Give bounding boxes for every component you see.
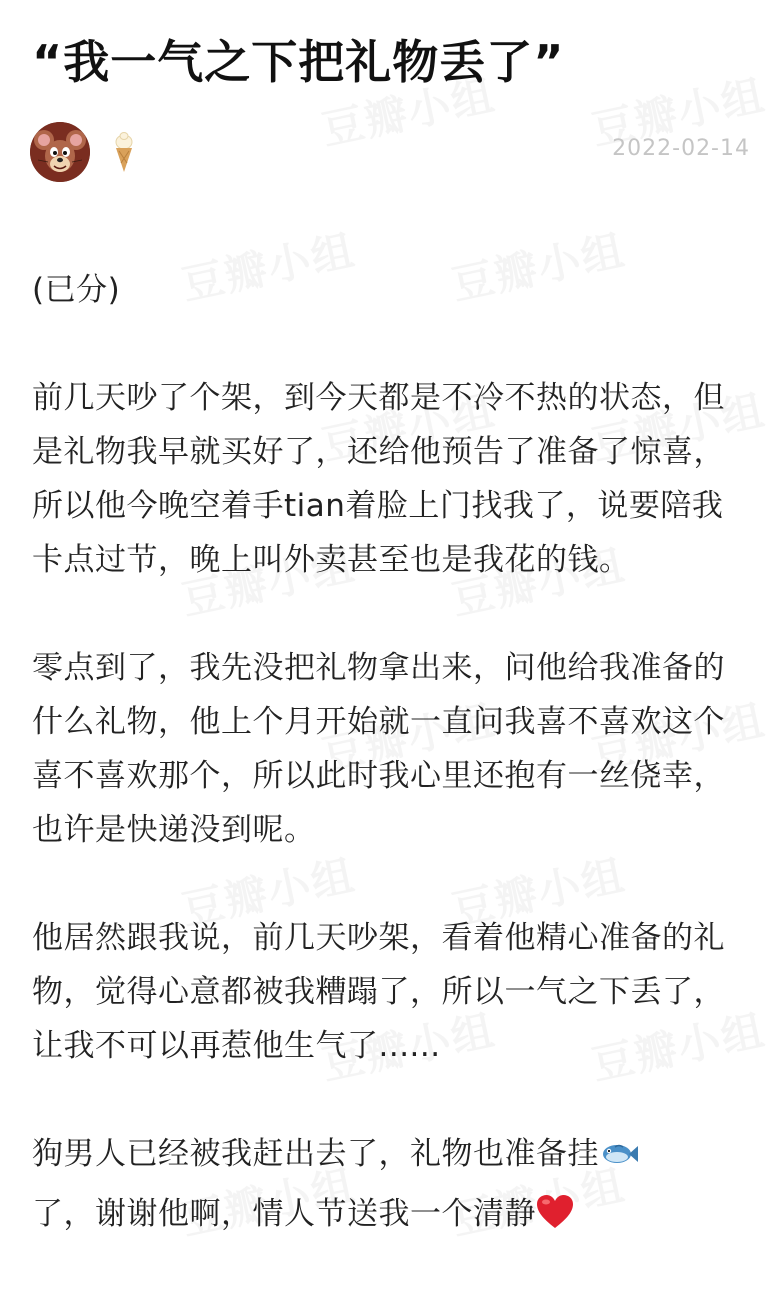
post-paragraph: 零点到了，我先没把礼物拿出来，问他给我准备的什么礼物，他上个月开始就一直问我喜不喜欢这个喜不喜欢那个，所以此时我心里还抱有一丝侥幸，也许是快递没到呢。 [32,650,725,848]
post-title: “我一气之下把礼物丢了” [32,35,565,89]
post-paragraph-text: 了，谢谢他啊，情人节送我一个清静 [32,1196,536,1232]
post-body [32,263,752,1247]
fish-icon [599,1133,639,1187]
ice-cream-icon [112,132,136,174]
post-paragraph: (已分) [32,272,121,308]
post-paragraph: 前几天吵了个架，到今天都是不冷不热的状态，但是礼物我早就买好了，还给他预告了准备了惊喜，所以他今晚空着手tian着脸上门找我了，说要陪我卡点过节，晚上叫外卖甚至也是我花的钱。 [32,380,725,578]
post-paragraph: 他居然跟我说，前几天吵架，看着他精心准备的礼物，觉得心意都被我糟蹋了，所以一气之下丢了，让我不可以再惹他生气了...... [32,920,725,1064]
post-date: 2022-02-14 [612,136,750,161]
jerry-mouse-avatar-icon[interactable] [30,122,90,182]
red-heart-icon [536,1193,574,1247]
author-row [30,122,750,182]
post-paragraph-text: 狗男人已经被我赶出去了，礼物也准备挂 [32,1136,599,1172]
post-paragraph [32,1127,752,1247]
